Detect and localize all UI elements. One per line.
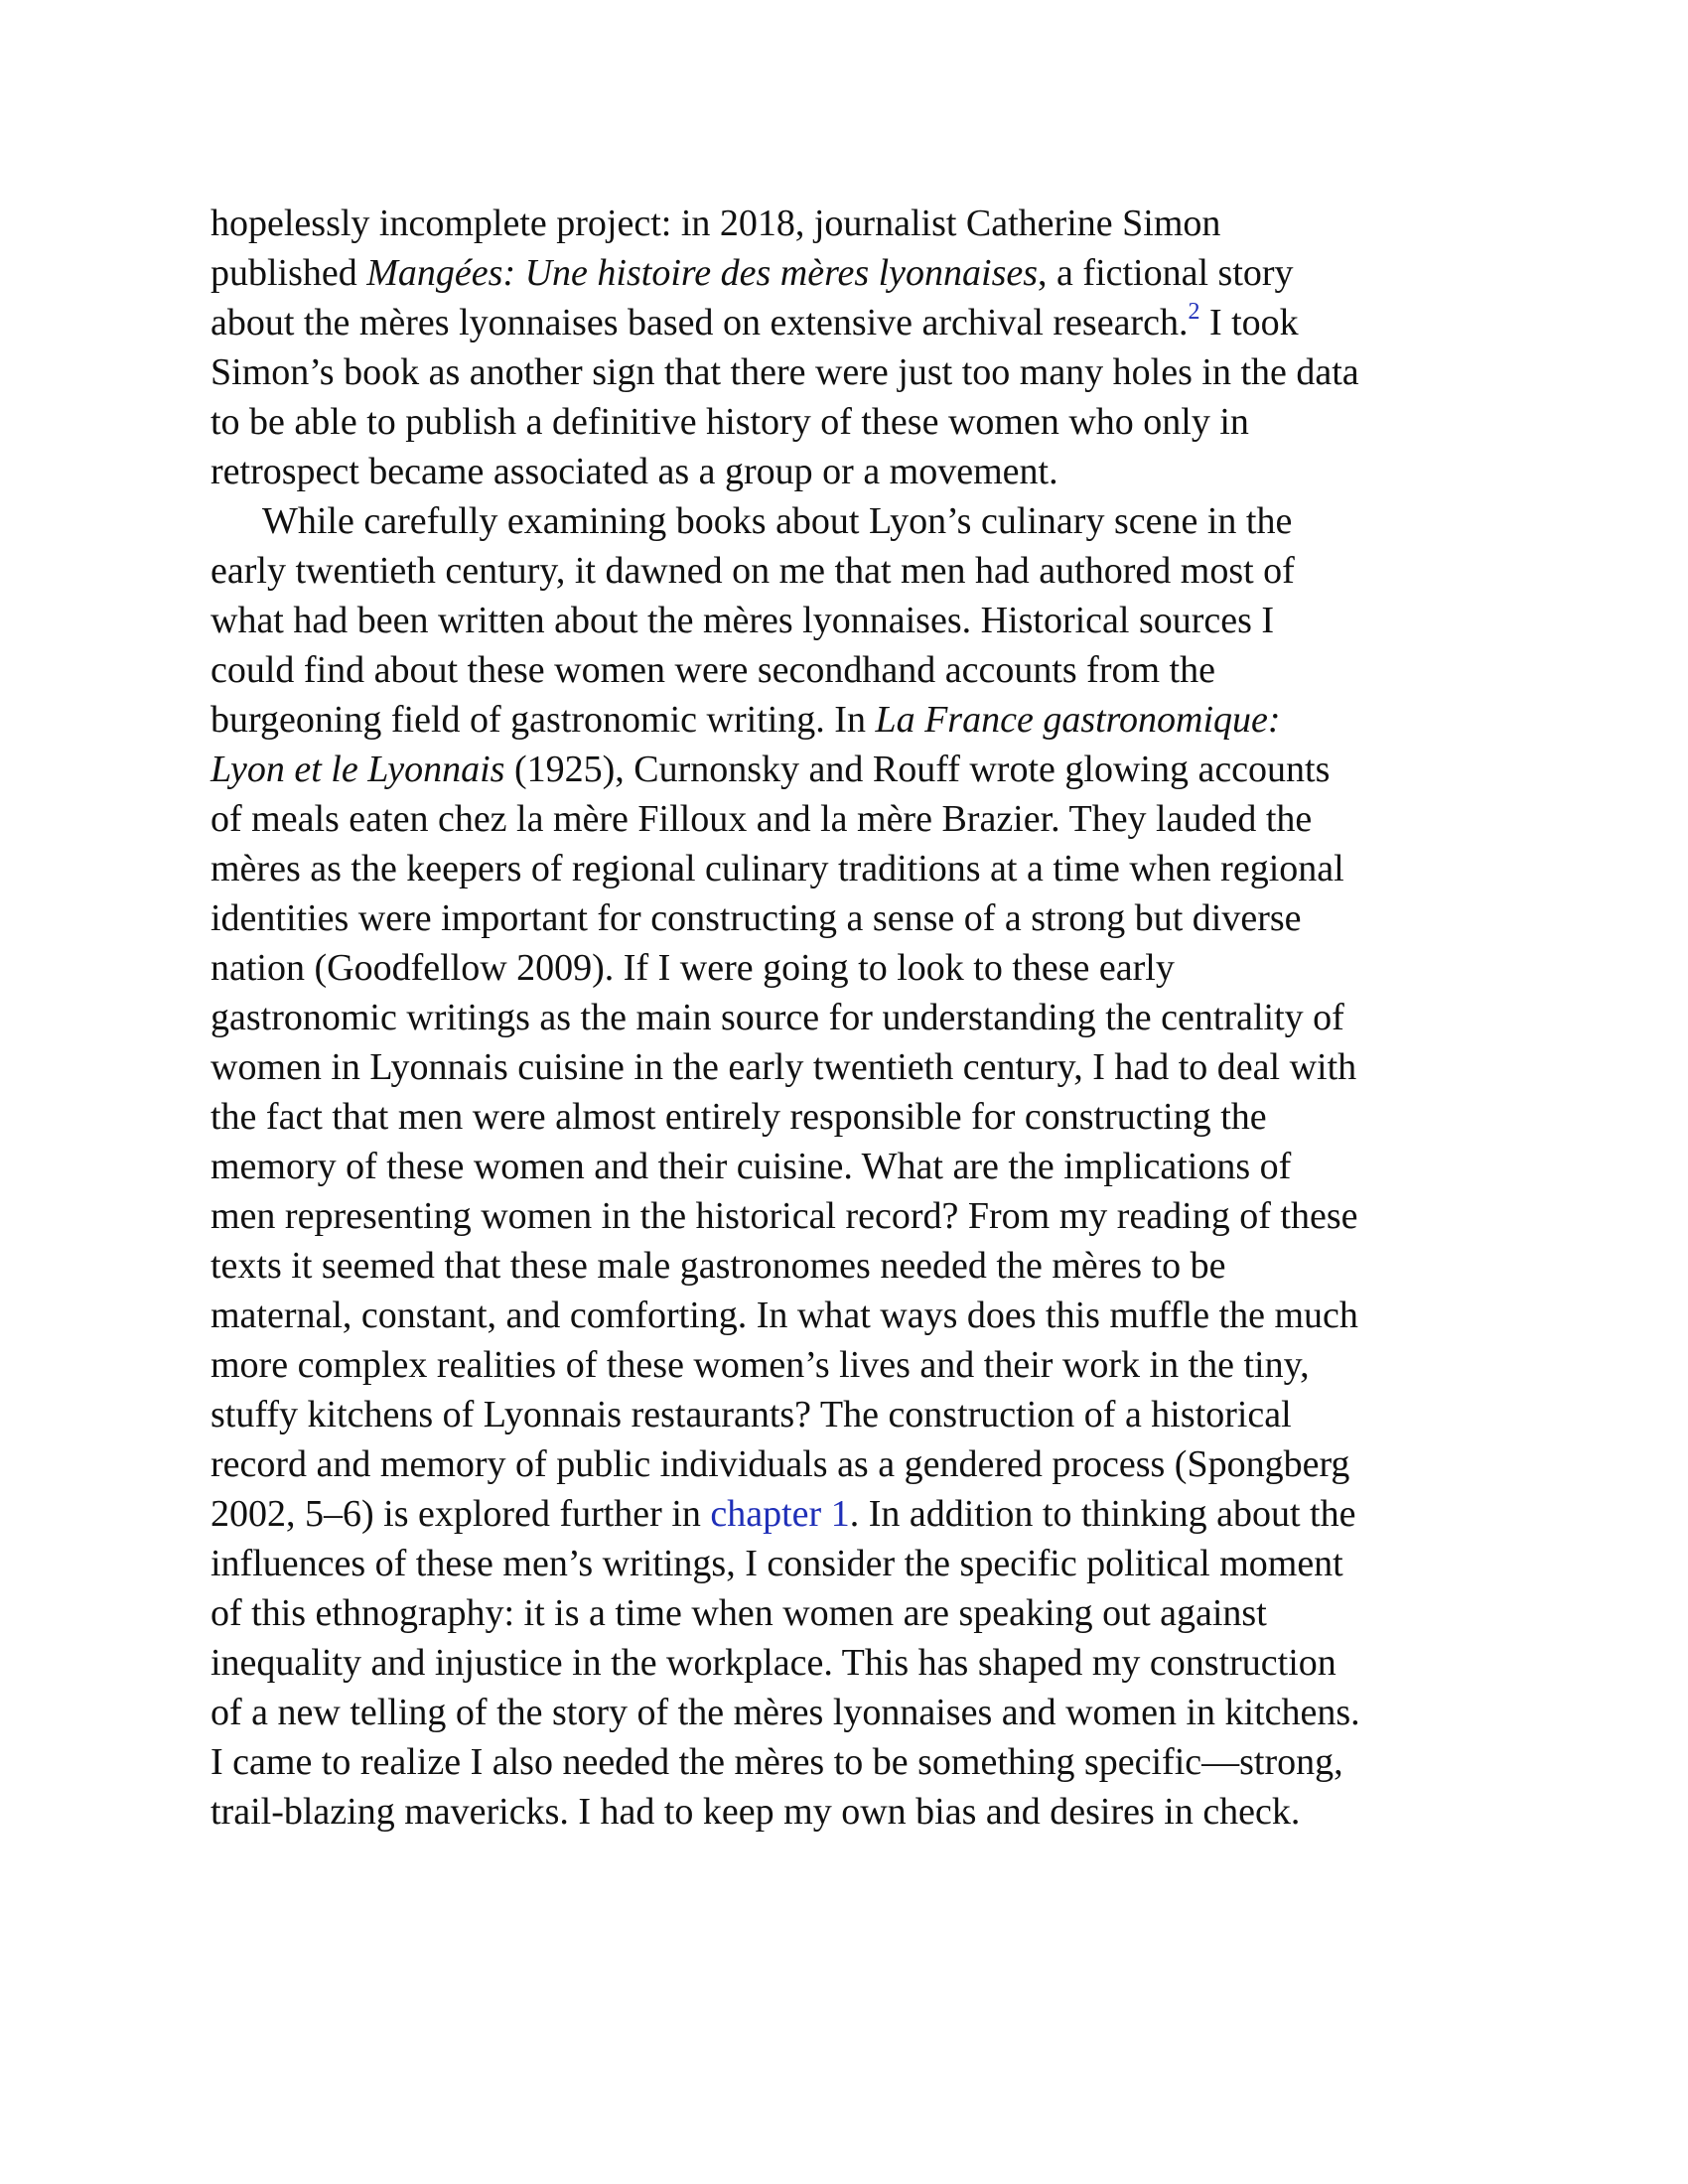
text-line	[211, 695, 1491, 745]
text-segment: nation (Goodfellow 2009). If I were going to look to these early	[211, 947, 1175, 989]
text-segment: early twentieth century, it dawned on me that men had authored most of	[211, 550, 1295, 592]
text-line	[211, 596, 1491, 645]
text-line	[211, 1787, 1491, 1837]
text-line	[211, 298, 1491, 347]
text-segment: of meals eaten chez la mère Filloux and la mère Brazier. They lauded the	[211, 798, 1313, 840]
text-line	[211, 1489, 1491, 1539]
footnote-ref-link[interactable]: 2	[1188, 299, 1200, 326]
text-line	[211, 397, 1491, 447]
italic-title: La France gastronomique:	[875, 699, 1281, 741]
text-line	[211, 1737, 1491, 1787]
text-segment: mères as the keepers of regional culinary traditions at a time when regional	[211, 848, 1344, 889]
italic-title: Mangées: Une histoire des mères lyonnaises	[366, 252, 1039, 294]
text-line	[211, 794, 1491, 844]
text-segment: what had been written about the mères lyonnaises. Historical sources I	[211, 600, 1275, 641]
chapter-link[interactable]: chapter 1	[710, 1493, 850, 1535]
text-segment: influences of these men’s writings, I consider the specific political moment	[211, 1543, 1343, 1584]
text-line	[211, 745, 1491, 794]
text-segment: could find about these women were secondhand accounts from the	[211, 649, 1215, 691]
text-segment: about the mères lyonnaises based on extensive archival research.	[211, 302, 1189, 343]
text-line	[211, 1092, 1491, 1142]
text-line	[211, 1340, 1491, 1390]
text-line	[211, 844, 1491, 893]
text-segment: the fact that men were almost entirely responsible for constructing the	[211, 1096, 1267, 1138]
text-segment: retrospect became associated as a group or a movement.	[211, 451, 1058, 492]
text-segment: stuffy kitchens of Lyonnais restaurants? The construction of a historical	[211, 1394, 1292, 1435]
text-segment: inequality and injustice in the workplace. This has shaped my construction	[211, 1642, 1336, 1684]
text-segment: to be able to publish a definitive history of these women who only in	[211, 401, 1249, 443]
text-segment: more complex realities of these women’s lives and their work in the tiny,	[211, 1344, 1310, 1386]
text-segment: texts it seemed that these male gastronomes needed the mères to be	[211, 1245, 1226, 1287]
document-page	[211, 199, 1491, 1837]
text-line	[211, 1688, 1491, 1737]
text-segment: While carefully examining books about Lyon’s culinary scene in the	[262, 500, 1293, 542]
text-line	[211, 1638, 1491, 1688]
text-line	[211, 1191, 1491, 1241]
text-line	[211, 1291, 1491, 1340]
text-line	[211, 1439, 1491, 1489]
text-segment: identities were important for constructing a sense of a strong but diverse	[211, 897, 1302, 939]
body-text	[211, 199, 1491, 1837]
text-line	[211, 1390, 1491, 1439]
text-line	[211, 1539, 1491, 1588]
text-segment: 2002, 5–6) is explored further in	[211, 1493, 711, 1535]
text-line	[211, 1588, 1491, 1638]
text-segment: memory of these women and their cuisine. What are the implications of	[211, 1146, 1292, 1187]
text-line	[211, 943, 1491, 993]
text-segment: of a new telling of the story of the mères lyonnaises and women in kitchens.	[211, 1692, 1360, 1733]
text-line	[211, 546, 1491, 596]
text-segment: I took	[1199, 302, 1299, 343]
text-segment: published	[211, 252, 367, 294]
paragraph	[211, 496, 1491, 1837]
italic-title: Lyon et le Lyonnais	[211, 749, 505, 790]
text-line	[211, 645, 1491, 695]
text-line	[211, 993, 1491, 1042]
text-segment: (1925), Curnonsky and Rouff wrote glowing accounts	[504, 749, 1331, 790]
text-line	[211, 1142, 1491, 1191]
text-segment: men representing women in the historical record? From my reading of these	[211, 1195, 1358, 1237]
paragraph	[211, 199, 1491, 496]
text-segment: trail-blazing mavericks. I had to keep my own bias and desires in check.	[211, 1791, 1301, 1833]
text-segment: record and memory of public individuals as a gendered process (Spongberg	[211, 1443, 1350, 1485]
text-segment: , a fictional story	[1038, 252, 1294, 294]
text-segment: gastronomic writings as the main source for understanding the centrality of	[211, 997, 1344, 1038]
text-segment: I came to realize I also needed the mères to be something specific—strong,	[211, 1741, 1343, 1783]
text-segment: hopelessly incomplete project: in 2018, journalist Catherine Simon	[211, 203, 1221, 244]
text-line	[211, 248, 1491, 298]
text-line	[211, 1241, 1491, 1291]
text-segment: women in Lyonnais cuisine in the early twentieth century, I had to deal with	[211, 1046, 1357, 1088]
text-line	[211, 199, 1491, 248]
text-segment: of this ethnography: it is a time when women are speaking out against	[211, 1592, 1267, 1634]
text-segment: burgeoning field of gastronomic writing. In	[211, 699, 876, 741]
text-segment: maternal, constant, and comforting. In what ways does this muffle the much	[211, 1295, 1358, 1336]
text-line	[211, 447, 1491, 496]
text-line	[211, 893, 1491, 943]
text-line	[211, 496, 1491, 546]
text-line	[211, 347, 1491, 397]
text-line	[211, 1042, 1491, 1092]
text-segment: Simon’s book as another sign that there were just too many holes in the data	[211, 351, 1359, 393]
text-segment: . In addition to thinking about the	[849, 1493, 1356, 1535]
